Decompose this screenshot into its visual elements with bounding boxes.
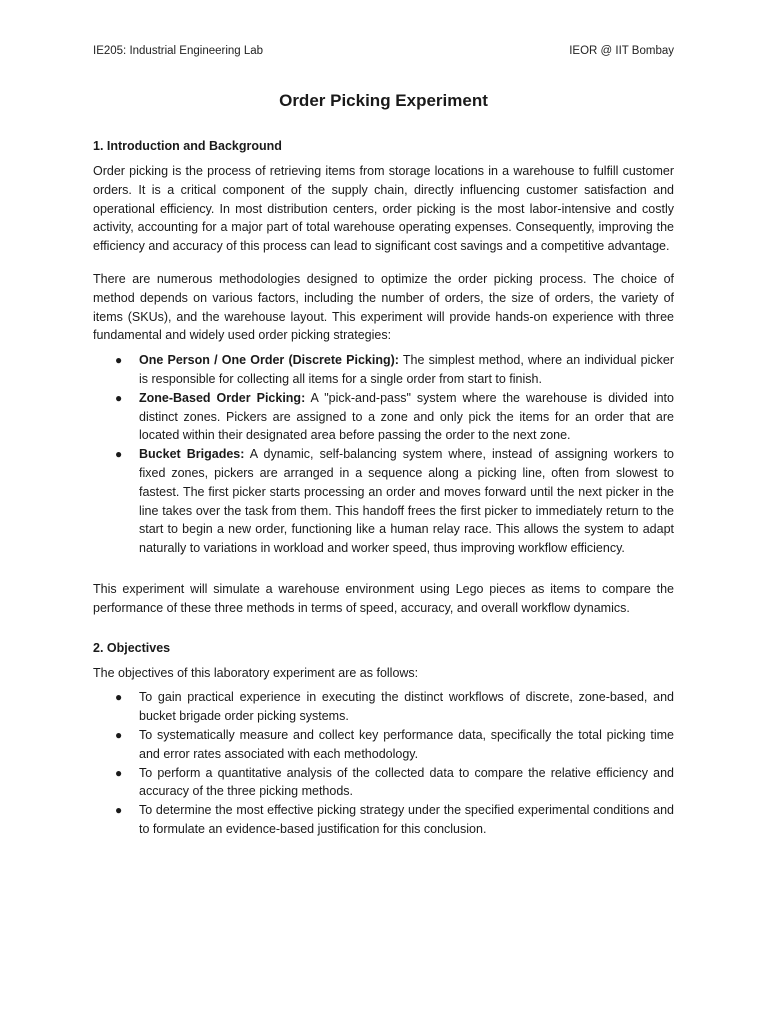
list-item-zone-picking	[93, 389, 674, 445]
list-item-discrete-picking	[93, 351, 674, 389]
objective-text: To gain practical experience in executing the distinct workflows of discrete, zone-based, and bucket brigade order picking systems.	[139, 690, 674, 724]
bullet-icon: ●	[115, 765, 123, 780]
document-title: Order Picking Experiment	[279, 91, 488, 110]
objective-text: To perform a quantitative analysis of the collected data to compare the relative efficiency and accuracy of the three picking methods.	[139, 765, 674, 799]
bullet-icon: ●	[115, 803, 123, 818]
objectives-list	[93, 688, 674, 838]
header-course: IE205: Industrial Engineering Lab	[93, 45, 264, 57]
paragraph-methodologies: There are numerous methodologies designed to optimize the order picking process. The choice of method depends on various factors, including the number of orders, the size of orders, the variety of items (SKUs), and the warehouse layout. This experiment will provide hands-on experience with three fundamental and widely used order picking strategies:	[93, 271, 674, 343]
list-item-bucket-brigades	[93, 445, 674, 558]
bullet-icon: ●	[115, 353, 123, 368]
bullet-icon: ●	[115, 727, 123, 742]
paragraph-simulation: This experiment will simulate a warehouse environment using Lego pieces as items to compare the performance of these three methods in terms of speed, accuracy, and overall workflow dynamics.	[93, 581, 674, 615]
page-header	[93, 44, 674, 58]
bullet-icon: ●	[115, 390, 123, 405]
bullet-icon: ●	[115, 690, 123, 705]
method-term: Bucket Brigades:	[139, 447, 245, 462]
paragraph-objectives-intro: The objectives of this laboratory experiment are as follows:	[93, 665, 419, 680]
method-description: The simplest method, where an individual picker is responsible for collecting all items for a single order from start to finish.	[139, 353, 674, 386]
list-item-objective	[93, 801, 674, 839]
header-department: IEOR @ IIT Bombay	[569, 45, 674, 57]
section-heading-objectives: 2. Objectives	[93, 640, 171, 655]
bullet-icon: ●	[115, 447, 123, 462]
method-term: Zone-Based Order Picking:	[139, 390, 306, 405]
list-item-objective	[93, 726, 674, 764]
method-description: A "pick-and-pass" system where the warehouse is divided into distinct zones. Pickers are assigned to a zone and only pick the items for an order that are located within their designated area before passing the order to the next zone.	[139, 390, 674, 443]
methods-list	[93, 351, 674, 558]
section-heading-introduction: 1. Introduction and Background	[93, 139, 282, 153]
objective-text: To systematically measure and collect key performance data, specifically the total picking time and error rates associated with each methodology.	[139, 727, 674, 761]
paragraph-order-picking-definition: Order picking is the process of retrieving items from storage locations in a warehouse to fulfill customer orders. It is a critical component of the supply chain, directly influencing customer satisfaction and operational efficiency. In most distribution centers, order picking is the most labor-intensive and costly activity, accounting for a major part of total warehouse operating expenses. Consequently, improving the efficiency and accuracy of this process can lead to significant cost savings and a competitive advantage.	[93, 164, 674, 254]
list-item-objective	[93, 688, 674, 726]
list-item-objective	[93, 764, 674, 802]
method-term: One Person / One Order (Discrete Picking):	[139, 353, 399, 368]
method-description: A dynamic, self-balancing system where, instead of assigning workers to fixed zones, pickers are arranged in a sequence along a picking line, often from slowest to fastest. The first picker starts processing an order and moves forward until the next picker in the line takes over the task from them. This handoff frees the first picker to immediately return to the start to begin a new order, functioning like a human relay race. This allows the system to adapt naturally to variations in workload and worker speed, thus improving workflow efficiency.	[139, 447, 674, 556]
objective-text: To determine the most effective picking strategy under the specified experimental conditions and to formulate an evidence-based justification for this conclusion.	[139, 803, 674, 836]
